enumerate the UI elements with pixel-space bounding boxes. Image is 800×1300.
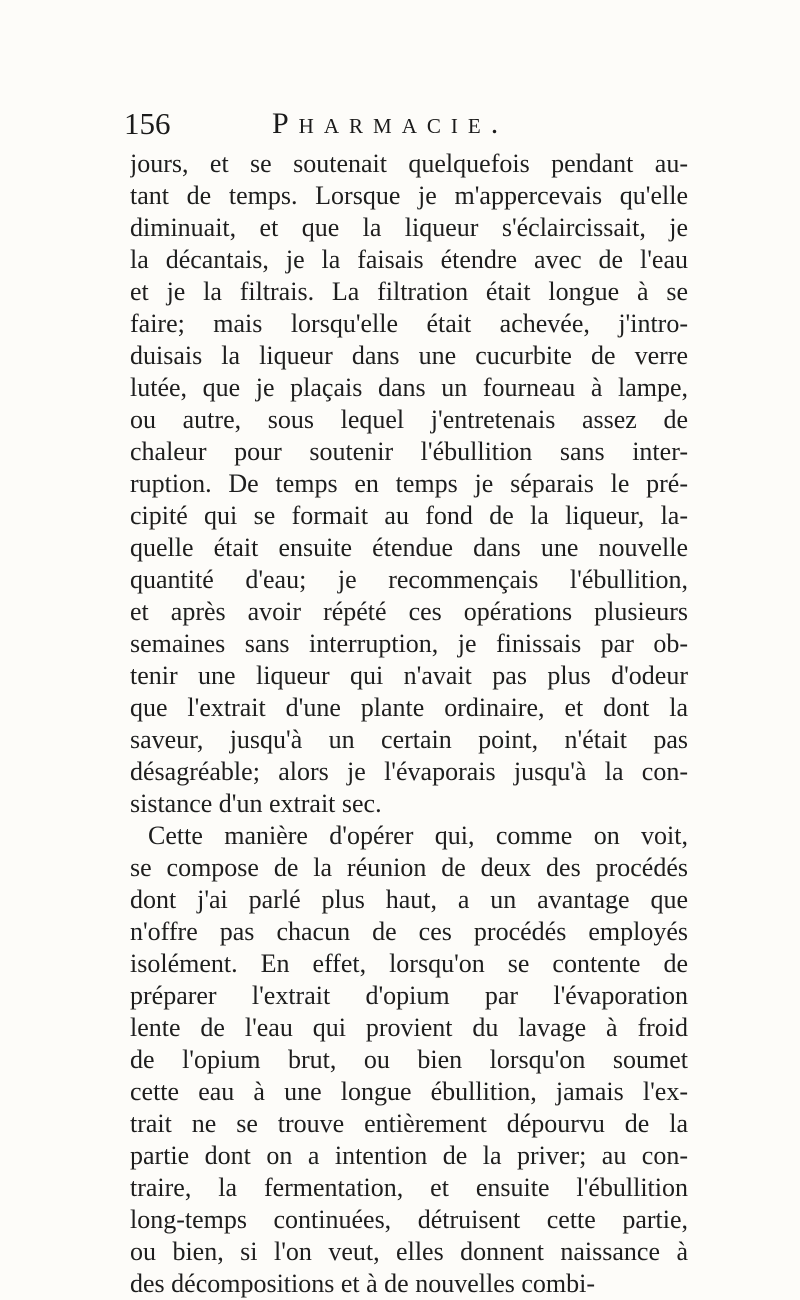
text-line: et je la filtrais. La filtration était longue à se <box>130 277 688 306</box>
text-line: préparer l'extrait d'opium par l'évaporation <box>130 981 688 1010</box>
text-line: des décompositions et à de nouvelles combi- <box>130 1269 596 1298</box>
text-line: n'offre pas chacun de ces procédés employés <box>130 917 688 946</box>
text-line: lente de l'eau qui provient du lavage à froid <box>130 1013 688 1042</box>
text-line: duisais la liqueur dans une cucurbite de verre <box>130 341 688 370</box>
text-line: sistance d'un extrait sec. <box>130 789 382 818</box>
text-line: cette eau à une longue ébullition, jamais l'ex- <box>130 1077 688 1106</box>
text-line: dont j'ai parlé plus haut, a un avantage que <box>130 885 688 914</box>
text-line: isolément. En effet, lorsqu'on se contente de <box>130 949 688 978</box>
text-line: quelle était ensuite étendue dans une nouvelle <box>130 533 688 562</box>
running-title: Pharmacie. <box>272 107 509 140</box>
text-line: Cette manière d'opérer qui, comme on voit, <box>148 821 688 850</box>
text-line: chaleur pour soutenir l'ébullition sans inter- <box>130 437 688 466</box>
text-line: saveur, jusqu'à un certain point, n'était pas <box>130 725 688 754</box>
text-line: que l'extrait d'une plante ordinaire, et dont la <box>130 693 688 722</box>
text-line: ou autre, sous lequel j'entretenais assez de <box>130 405 688 434</box>
paragraphs <box>130 148 688 1300</box>
text-line: tant de temps. Lorsque je m'appercevais qu'elle <box>130 181 688 210</box>
text-line: semaines sans interruption, je finissais par ob- <box>130 629 688 658</box>
text-line: long-temps continuées, détruisent cette partie, <box>130 1205 688 1234</box>
text-line: et après avoir répété ces opérations plusieurs <box>130 597 688 626</box>
text-line: diminuait, et que la liqueur s'éclaircissait, je <box>130 213 688 242</box>
text-line: ruption. De temps en temps je séparais le pré- <box>130 469 688 498</box>
text-line: quantité d'eau; je recommençais l'ébullition, <box>130 565 688 594</box>
page-header <box>124 104 684 148</box>
text-line: traire, la fermentation, et ensuite l'ébullition <box>130 1173 688 1202</box>
text-line: se compose de la réunion de deux des procédés <box>130 853 688 882</box>
text-line: tenir une liqueur qui n'avait pas plus d'odeur <box>130 661 688 690</box>
text-line: cipité qui se formait au fond de la liqueur, la- <box>130 501 688 530</box>
page-number: 156 <box>124 106 171 141</box>
body-text <box>130 148 688 1300</box>
text-line: trait ne se trouve entièrement dépourvu de la <box>130 1109 688 1138</box>
paragraph <box>130 148 688 820</box>
paragraph <box>130 820 688 1300</box>
text-line: de l'opium brut, ou bien lorsqu'on soumet <box>130 1045 688 1074</box>
text-line: désagréable; alors je l'évaporais jusqu'à la con- <box>130 757 688 786</box>
text-line: la décantais, je la faisais étendre avec de l'eau <box>130 245 688 274</box>
text-line: jours, et se soutenait quelquefois pendant au- <box>130 149 688 178</box>
text-line: partie dont on a intention de la priver; au con- <box>130 1141 688 1170</box>
text-line: ou bien, si l'on veut, elles donnent naissance à <box>130 1237 688 1266</box>
text-line: lutée, que je plaçais dans un fourneau à lampe, <box>130 373 688 402</box>
text-line: faire; mais lorsqu'elle était achevée, j'intro- <box>130 309 688 338</box>
